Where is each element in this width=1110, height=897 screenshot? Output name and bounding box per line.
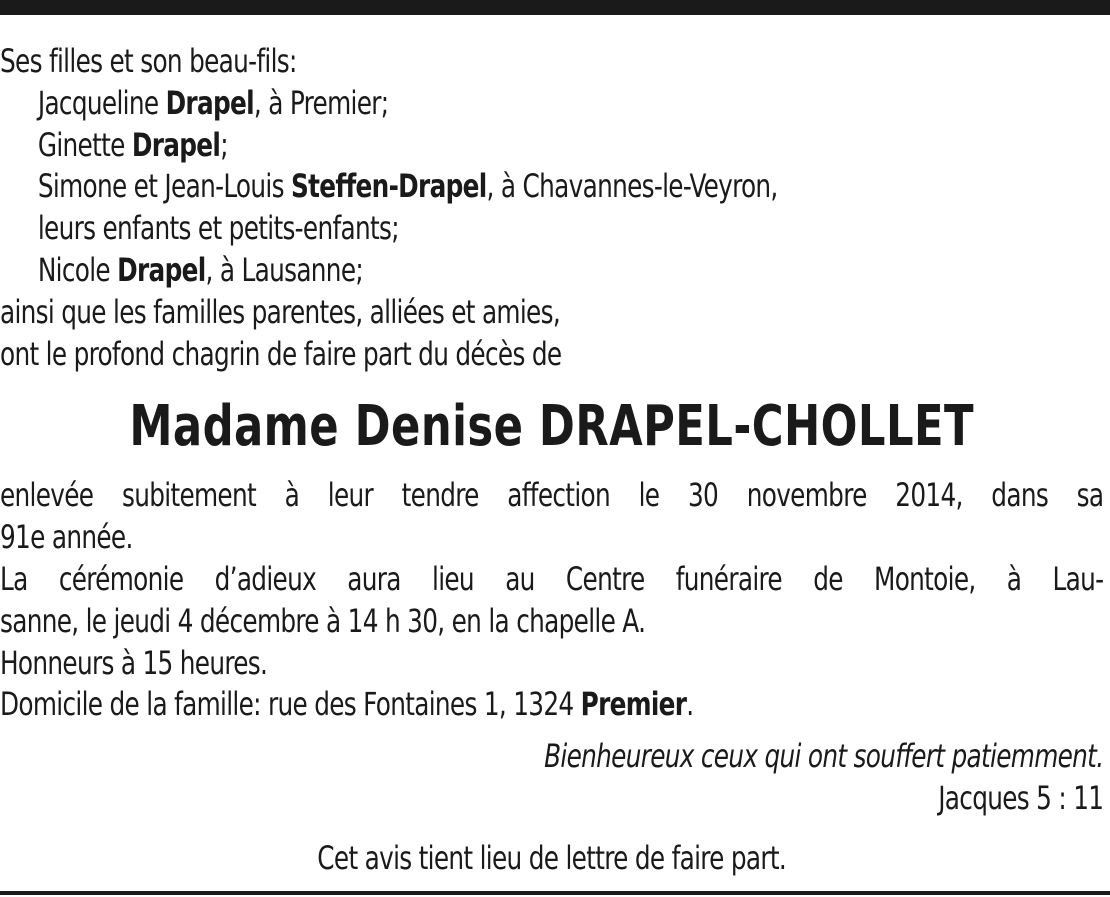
member-last-name: Drapel <box>131 125 221 164</box>
member-last-name: Steffen-Drapel <box>290 167 487 206</box>
family-member <box>0 166 1103 208</box>
honours-line: Honneurs à 15 heures. <box>0 643 268 682</box>
bible-reference: Jacques 5 : 11 <box>938 778 1104 817</box>
death-line: enlevée subitement à leur tendre affection le 30 novembre 2014, dans sa <box>0 476 1104 515</box>
member-first-name: Ginette <box>37 125 132 164</box>
domicile-line <box>0 684 1103 726</box>
member-location: , à Premier; <box>253 83 389 122</box>
top-rule <box>0 0 1110 15</box>
domicile-town: Premier <box>580 685 687 724</box>
ceremony-line: sanne, le jeudi 4 décembre à 14 h 30, en la chapelle A. <box>0 601 646 640</box>
member-descendants: leurs enfants et petits-enfants; <box>37 209 399 248</box>
family-member <box>0 125 1103 167</box>
closing-note: Cet avis tient lieu de lettre de faire part. <box>317 838 787 877</box>
domicile-address: Domicile de la famille: rue des Fontaines 1, 1324 <box>0 685 581 724</box>
family-member <box>0 83 1103 125</box>
domicile-punctuation: . <box>686 685 694 724</box>
bible-quote: Bienheureux ceux qui ont souffert patiemment. <box>544 737 1104 776</box>
member-last-name: Drapel <box>165 83 254 122</box>
bottom-rule <box>0 891 1110 895</box>
death-line: 91e année. <box>0 518 133 557</box>
member-first-name: Simone et Jean-Louis <box>37 167 291 206</box>
member-first-name: Jacqueline <box>37 83 166 122</box>
families-line: ainsi que les familles parentes, alliées et amies, <box>0 292 561 331</box>
family-intro: Ses filles et son beau-fils: <box>0 42 297 80</box>
family-member <box>0 208 1103 250</box>
member-location: , à Chavannes-le-Veyron, <box>486 167 778 206</box>
member-location: , à Lausanne; <box>205 250 364 289</box>
obituary-notice <box>0 41 1104 880</box>
announce-line: ont le profond chagrin de faire part du décès de <box>0 334 562 373</box>
member-first-name: Nicole <box>37 250 118 289</box>
member-location: ; <box>220 125 228 164</box>
ceremony-line: La cérémonie d’adieux aura lieu au Centre funéraire de Montoie, à Lau- <box>0 559 1104 598</box>
family-member <box>0 250 1103 292</box>
member-last-name: Drapel <box>117 250 206 289</box>
deceased-name: Madame Denise DRAPEL-CHOLLET <box>129 394 975 460</box>
